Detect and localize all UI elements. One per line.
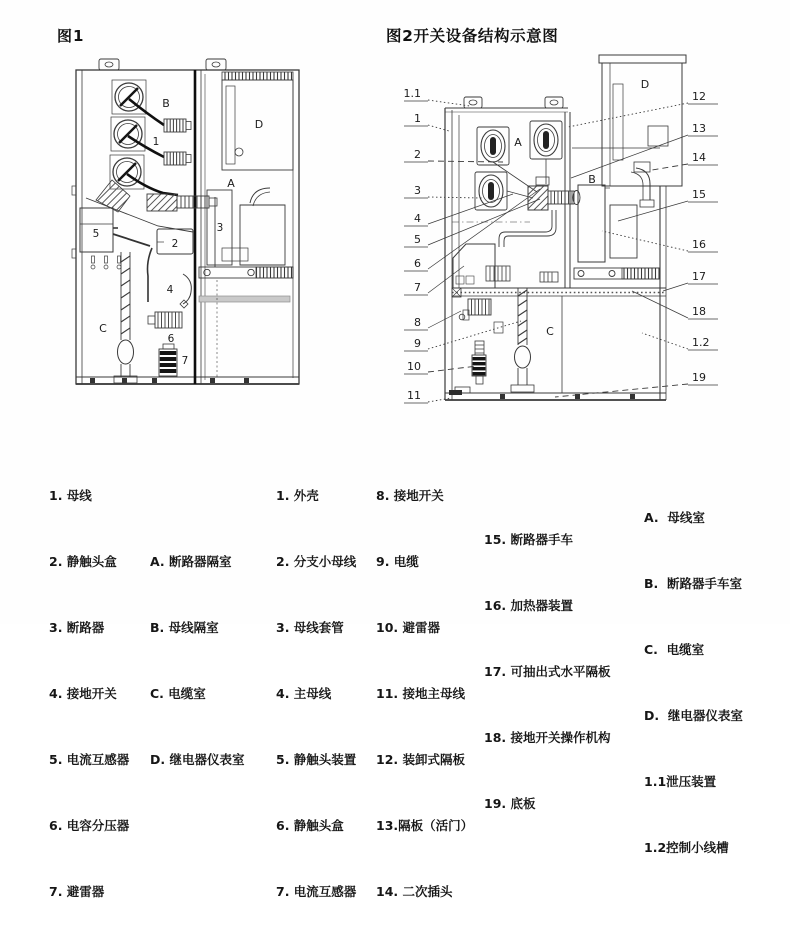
legend-item: 13.隔板（活门）	[376, 818, 474, 833]
legend-item: 17. 可抽出式水平隔板	[484, 664, 611, 679]
fig1-label-4: 4	[166, 284, 174, 296]
svg-text:1.2: 1.2	[692, 336, 710, 349]
svg-text:14: 14	[692, 151, 706, 164]
fig2-callout-15	[618, 188, 718, 221]
svg-text:7: 7	[414, 281, 421, 294]
legend-fig2-parts-1-7	[276, 441, 356, 947]
legend-item: 15. 断路器手车	[484, 532, 573, 547]
fig2-breaker-assembly	[499, 177, 580, 247]
fig2-title: 图2开关设备结构示意图	[386, 27, 559, 45]
legend-item: 6. 静触头盒	[276, 818, 344, 833]
legend-fig1-parts	[49, 441, 129, 947]
fig2-current-transformer	[452, 244, 510, 297]
fig1-voltage-divider	[148, 248, 183, 328]
fig1-label-7: 7	[181, 355, 189, 367]
legend-item: 2. 分支小母线	[276, 554, 357, 569]
fig1-label-C: C	[99, 322, 107, 335]
svg-text:15: 15	[692, 188, 706, 201]
svg-text:11: 11	[407, 389, 421, 402]
svg-text:18: 18	[692, 305, 706, 318]
fig1-guide-rail	[199, 267, 293, 302]
fig1-label-A: A	[227, 177, 235, 190]
legend-item: D. 继电器仪表室	[644, 708, 743, 723]
legend-fig2-parts-15-19	[484, 485, 611, 859]
fig2-arrester	[472, 341, 486, 384]
fig1-vt-compartment	[80, 208, 150, 252]
fig2-callout-5	[404, 199, 540, 247]
fig2-earth-busbar	[449, 390, 462, 395]
fig2-callout-13	[571, 122, 718, 178]
svg-text:6: 6	[414, 257, 421, 270]
legend-item: 3. 断路器	[49, 620, 105, 635]
legend-fig2-compartments	[644, 463, 743, 903]
legend-item: C. 电缆室	[150, 686, 206, 701]
svg-text:3: 3	[414, 184, 421, 197]
fig2-callouts-right	[555, 90, 718, 397]
legend-item: B. 断路器手车室	[644, 576, 742, 591]
legend-item: 9. 电缆	[376, 554, 419, 569]
legend-item: 5. 电流互感器	[49, 752, 130, 767]
fig2-comp-B: B	[588, 173, 596, 186]
svg-text:10: 10	[407, 360, 421, 373]
legend-item: B. 母线隔室	[150, 620, 219, 635]
fig2-callout-3	[404, 184, 482, 198]
fig2-callout-6	[404, 189, 540, 271]
fig1-cabinet	[72, 59, 299, 384]
svg-text:13: 13	[692, 122, 706, 135]
svg-text:17: 17	[692, 270, 706, 283]
fig1-label-6: 6	[167, 333, 175, 345]
fig2-cable	[511, 288, 534, 392]
legend-item: 1.1泄压装置	[644, 774, 717, 789]
fig1-wall-bushing-2	[164, 152, 191, 165]
svg-text:16: 16	[692, 238, 706, 251]
legend-item: 5. 静触头装置	[276, 752, 357, 767]
legend-item: 12. 装卸式隔板	[376, 752, 465, 767]
fig1-label-D: D	[254, 118, 264, 131]
fig1-label-B: B	[162, 97, 170, 110]
fig2-callout-10	[404, 360, 477, 374]
legend-item: 19. 底板	[484, 796, 536, 811]
svg-text:2: 2	[414, 148, 421, 161]
legend-item: A. 断路器隔室	[150, 554, 232, 569]
fig2-callout-17	[663, 270, 718, 291]
legend-fig1-compartments	[150, 507, 244, 815]
fig2-breaker-truck-room	[540, 148, 660, 282]
fig2-callout-18	[632, 291, 718, 319]
fig2-callout-8	[404, 311, 461, 330]
fig2-comp-D: D	[640, 78, 650, 91]
fig1-cable	[91, 252, 137, 383]
svg-text:4: 4	[414, 212, 421, 225]
legend-item: D. 继电器仪表室	[150, 752, 245, 767]
legend-item: 3. 母线套管	[276, 620, 344, 635]
fig2-callout-14	[652, 151, 718, 170]
legend-item: 1.2控制小线槽	[644, 840, 729, 855]
legend-item: 2. 静触头盒	[49, 554, 117, 569]
fig2-callout-9	[404, 321, 521, 351]
legend-item: 18. 接地开关操作机构	[484, 730, 611, 745]
fig1-cable-terminals	[91, 256, 121, 269]
figure1-drawing	[60, 52, 310, 395]
fig2-callout-1.1	[404, 87, 471, 106]
legend-item: 7. 避雷器	[49, 884, 105, 899]
fig1-arrester	[159, 344, 177, 376]
legend-item: 14. 二次插头	[376, 884, 453, 899]
svg-text:19: 19	[692, 371, 706, 384]
legend-item: 8. 接地开关	[376, 488, 444, 503]
legend-item: 7. 电流互感器	[276, 884, 357, 899]
legend-item: 1. 外壳	[276, 488, 319, 503]
fig2-cabinet	[445, 97, 682, 400]
svg-text:8: 8	[414, 316, 421, 329]
legend-item: A. 母线室	[644, 510, 705, 525]
legend-item: 11. 接地主母线	[376, 686, 465, 701]
svg-text:12: 12	[692, 90, 706, 103]
fig1-wall-bushing-1	[164, 119, 191, 132]
legend-item: 4. 主母线	[276, 686, 332, 701]
svg-text:5: 5	[414, 233, 421, 246]
legend-item: C. 电缆室	[644, 642, 705, 657]
legend-item: 4. 接地开关	[49, 686, 117, 701]
fig1-center-divider	[195, 70, 205, 384]
legend-item: 16. 加热器装置	[484, 598, 573, 613]
fig2-comp-C: C	[546, 325, 554, 338]
fig1-label-2: 2	[171, 238, 179, 250]
figure2-drawing	[395, 50, 735, 445]
svg-text:9: 9	[414, 337, 421, 350]
legend-item: 10. 避雷器	[376, 620, 440, 635]
fig2-callout-11	[404, 389, 451, 403]
fig2-cable-room	[449, 244, 562, 395]
fig2-comp-A: A	[514, 136, 522, 149]
fig1-label-5: 5	[92, 228, 100, 240]
legend-fig2-parts-8-14	[376, 441, 473, 947]
fig1-title: 图1	[57, 27, 85, 45]
fig2-earthing-switch	[459, 299, 503, 333]
fig2-callout-1	[404, 112, 449, 131]
fig1-busbar-bushings	[96, 80, 146, 212]
fig2-removable-partition	[565, 112, 570, 288]
svg-text:1: 1	[414, 112, 421, 125]
svg-text:1.1: 1.1	[403, 87, 421, 100]
legend-item: 1. 母线	[49, 488, 92, 503]
fig1-label-3: 3	[216, 222, 224, 234]
fig2-callout-1.2	[642, 333, 718, 350]
fig1-label-1: 1	[152, 136, 160, 148]
legend-item: 6. 电容分压器	[49, 818, 130, 833]
